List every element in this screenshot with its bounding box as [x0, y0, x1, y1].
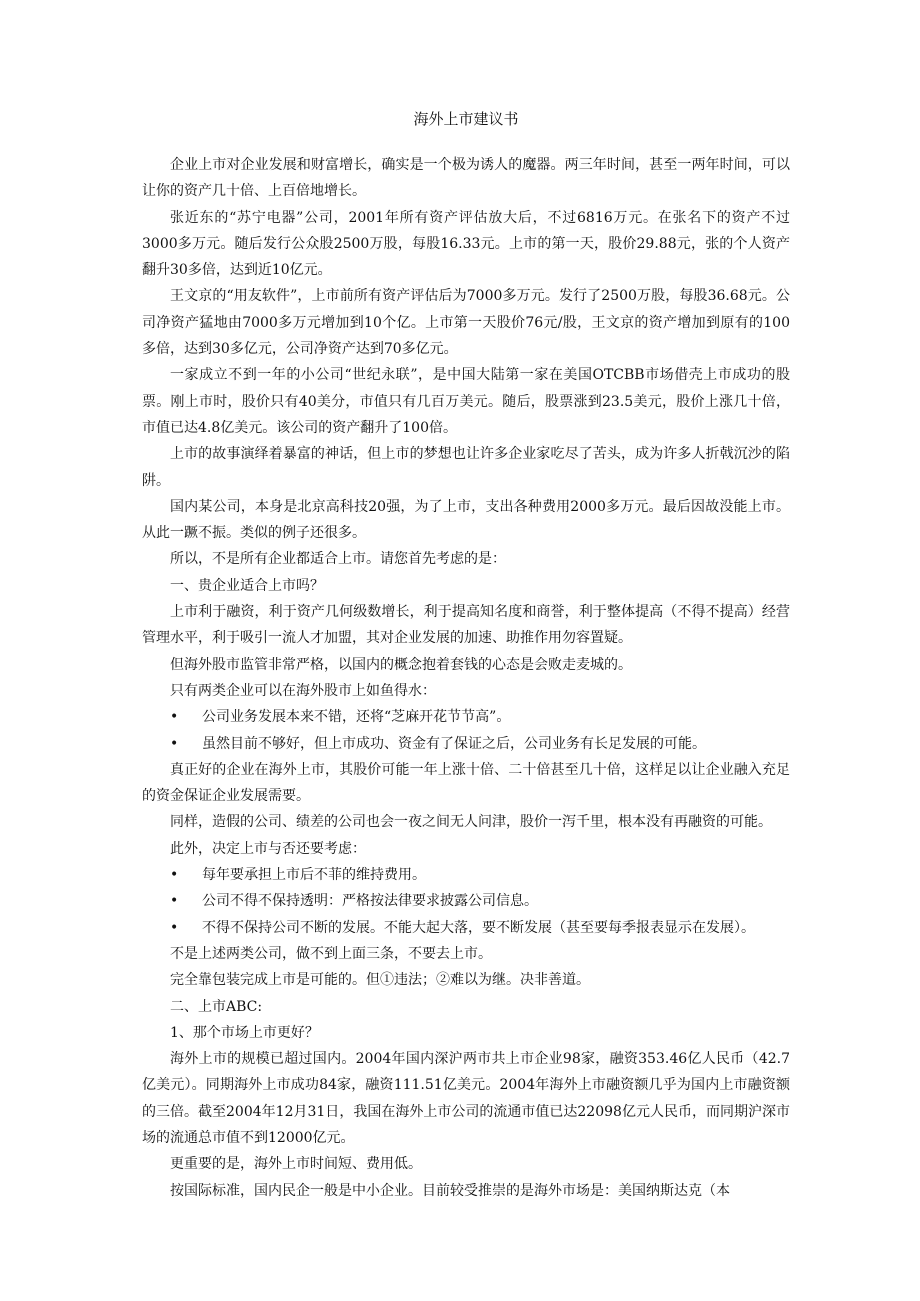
- paragraph: 此外，决定上市与否还要考虑：: [170, 840, 366, 857]
- paragraph: 1、那个市场上市更好？: [170, 1024, 319, 1041]
- bullet-item: [142, 704, 790, 730]
- paragraph: 按国际标准，国内民企一般是中小企业。目前较受推崇的是海外市场是：美国纳斯达克（本: [170, 1182, 730, 1199]
- bullet-dot-icon: •: [170, 867, 179, 884]
- paragraph: 二、上市ABC:: [170, 998, 263, 1015]
- paragraph: 完全靠包装完成上市是可能的。但①违法；②难以为继。决非善道。: [170, 972, 590, 989]
- bullet-text: 每年要承担上市后不菲的维持费用。: [202, 867, 426, 884]
- paragraph: 同样，造假的公司、绩差的公司也会一夜之间无人问津，股价一泻千里，根本没有再融资的可能。: [170, 814, 772, 831]
- bullet-item: [142, 915, 790, 941]
- document-title: 海外上市建议书: [413, 110, 519, 128]
- paragraph: 只有两类企业可以在海外股市上如鱼得水：: [170, 682, 436, 699]
- paragraph: 所以，不是所有企业都适合上市。请您首先考虑的是：: [170, 551, 506, 568]
- paragraph: 上市利于融资，利于资产几何级数增长，利于提高知名度和商誉，利于整体提高（不得不提高）经营管理水平，利于吸引一流人才加盟，其对企业发展的加速、助推作用勿容置疑。: [142, 604, 790, 647]
- paragraph: 王文京的“用友软件”，上市前所有资产评估后为7000多万元。发行了2500万股，每股36.68元。公司净资产猛地由7000多万元增加到10个亿。上市第一天股价76元/股，王文京的资产增加到原有的100多倍，达到30多亿元，公司净资产达到70多亿元。: [142, 288, 790, 358]
- bullet-dot-icon: •: [170, 919, 179, 936]
- bullet-text: 公司业务发展本来不错，还将“芝麻开花节节高”。: [202, 709, 511, 726]
- bullet-item: [142, 731, 790, 757]
- bullet-text: 虽然目前不够好，但上市成功、资金有了保证之后，公司业务有长足发展的可能。: [202, 735, 706, 752]
- bullet-dot-icon: •: [170, 893, 179, 910]
- paragraph: 一家成立不到一年的小公司“世纪永联”，是中国大陆第一家在美国OTCBB市场借壳上市成功的股票。刚上市时，股价只有40美分，市值只有几百万美元。随后，股票涨到23.5美元，股价上涨几十倍，市值已达4.8亿美元。该公司的资产翻升了100倍。: [142, 367, 790, 436]
- bullet-dot-icon: •: [170, 709, 179, 726]
- paragraph: 不是上述两类公司，做不到上面三条，不要去上市。: [170, 945, 492, 962]
- paragraph: 上市的故事演绎着暴富的神话，但上市的梦想也让许多企业家吃尽了苦头，成为许多人折戟沉沙的陷阱。: [142, 446, 790, 489]
- paragraph: 企业上市对企业发展和财富增长，确实是一个极为诱人的魔器。两三年时间，甚至一两年时间，可以让你的资产几十倍、上百倍地增长。: [142, 157, 790, 200]
- bullet-item: [142, 888, 790, 914]
- bullet-dot-icon: •: [170, 735, 179, 752]
- document-body: [142, 152, 790, 1204]
- bullet-text: 不得不保持公司不断的发展。不能大起大落，要不断发展（甚至要每季报表显示在发展）。: [202, 919, 755, 936]
- bullet-item: [142, 862, 790, 888]
- bullet-text: 公司不得不保持透明：严格按法律要求披露公司信息。: [202, 893, 538, 910]
- paragraph: 更重要的是，海外上市时间短、费用低。: [170, 1156, 422, 1173]
- paragraph: 海外上市的规模已超过国内。2004年国内深沪两市共上市企业98家，融资353.46亿人民币（42.7亿美元）。同期海外上市成功84家，融资111.51亿美元。2004年海外上市融资额几乎为国内上市融资额的三倍。截至2004年12月31日，我国在海外上市公司的流通市值已达22098亿元人民币，而同期沪深市场的流通总市值不到12000亿元。: [142, 1051, 790, 1146]
- paragraph: 国内某公司，本身是北京高科技20强，为了上市，支出各种费用2000多万元。最后因故没能上市。从此一蹶不振。类似的例子还很多。: [142, 498, 790, 542]
- paragraph: 张近东的“苏宁电器”公司，2001年所有资产评估放大后，不过6816万元。在张名下的资产不过3000多万元。随后发行公众股2500万股，每股16.33元。上市的第一天，股价29.88元，张的个人资产翻升30多倍，达到近10亿元。: [142, 209, 790, 279]
- paragraph: 真正好的企业在海外上市，其股价可能一年上涨十倍、二十倍甚至几十倍，这样足以让企业融入充足的资金保证企业发展需要。: [142, 761, 790, 805]
- paragraph: 一、贵企业适合上市吗？: [170, 577, 324, 594]
- paragraph: 但海外股市监管非常严格，以国内的概念抱着套钱的心态是会败走麦城的。: [170, 656, 632, 673]
